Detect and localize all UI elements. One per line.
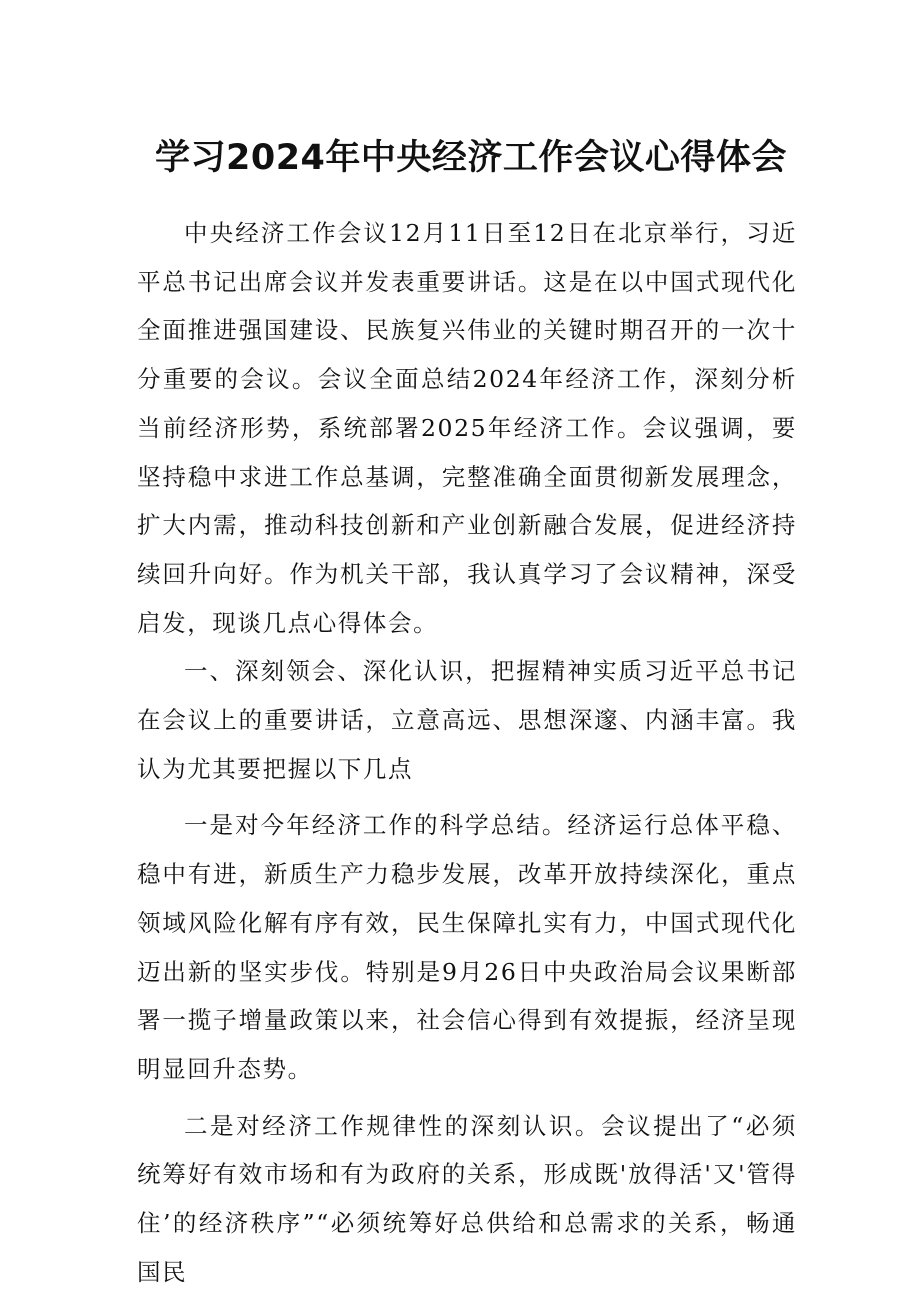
paragraph-intro: 中央经济工作会议12月11日至12日在北京举行，习近平总书记出席会议并发表重要讲话。这是在以中国式现代化全面推进强国建设、民族复兴伟业的关键时期召开的一次十分重要的会议。会议全面总结2024年经济工作，深刻分析当前经济形势，系统部署2025年经济工作。会议强调，要坚持稳中求进工作总基调，完整准确全面贯彻新发展理念，扩大内需，推动科技创新和产业创新融合发展，促进经济持续回升向好。作为机关干部，我认真学习了会议精神，深受启发，现谈几点心得体会。 [137,219,797,637]
paragraph-point-one: 一是对今年经济工作的科学总结。经济运行总体平稳、稳中有进，新质生产力稳步发展，改革开放持续深化，重点领域风险化解有序有效，民生保障扎实有力，中国式现代化迈出新的坚实步伐。特别是9月26日中央政治局会议果断部署一揽子增量政策以来，社会信心得到有效提振，经济呈现明显回升态势。 [137,811,797,1083]
paragraph-point-two: 二是对经济工作规律性的深刻认识。会议提出了“必须统筹好有效市场和有为政府的关系，形成既'放得活'又'管得住’的经济秩序”“必须统筹好总供给和总需求的关系，畅通国民 [137,1111,797,1286]
document-title: 学习2024年中央经济工作会议心得体会 [155,138,787,179]
paragraph-section-one: 一、深刻领会、深化认识，把握精神实质习近平总书记在会议上的重要讲话，立意高远、思想深邃、内涵丰富。我认为尤其要把握以下几点 [137,657,797,783]
document-body [137,209,797,1296]
